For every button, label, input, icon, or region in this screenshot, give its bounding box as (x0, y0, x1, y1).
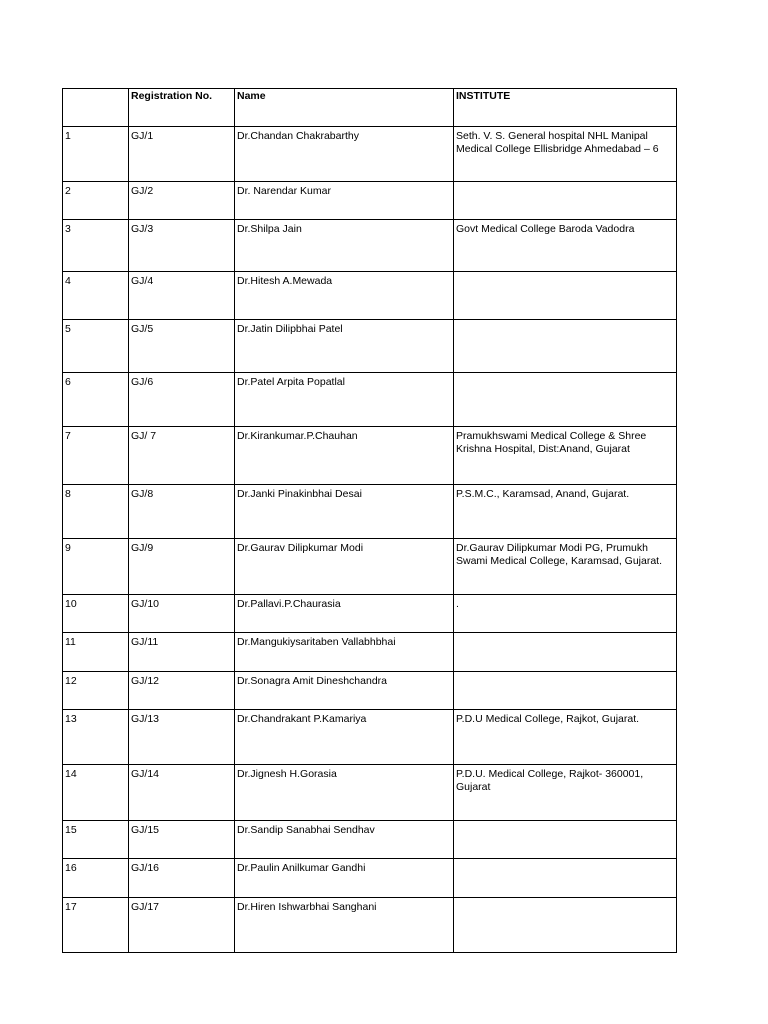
table-row (63, 220, 677, 272)
serial-number-cell: 13 (63, 710, 129, 765)
header-name: Name (235, 89, 454, 127)
serial-number-cell: 3 (63, 220, 129, 272)
registration-no-cell: GJ/15 (129, 821, 235, 859)
institute-cell: . (454, 595, 677, 633)
table-row (63, 633, 677, 672)
table-row (63, 272, 677, 320)
table-row (63, 539, 677, 595)
name-cell: Dr.Hiren Ishwarbhai Sanghani (235, 898, 454, 953)
institute-cell: Dr.Gaurav Dilipkumar Modi PG, Prumukh Swami Medical College, Karamsad, Gujarat. (454, 539, 677, 595)
serial-number-cell: 6 (63, 373, 129, 427)
name-cell: Dr. Narendar Kumar (235, 182, 454, 220)
name-cell: Dr.Chandan Chakrabarthy (235, 127, 454, 182)
name-cell: Dr.Kirankumar.P.Chauhan (235, 427, 454, 485)
registration-no-cell: GJ/ 7 (129, 427, 235, 485)
institute-cell (454, 633, 677, 672)
registration-no-cell: GJ/13 (129, 710, 235, 765)
institute-cell: Pramukhswami Medical College & Shree Krishna Hospital, Dist:Anand, Gujarat (454, 427, 677, 485)
serial-number-cell: 2 (63, 182, 129, 220)
serial-number-cell: 12 (63, 672, 129, 710)
serial-number-cell: 14 (63, 765, 129, 821)
name-cell: Dr.Paulin Anilkumar Gandhi (235, 859, 454, 898)
institute-cell (454, 182, 677, 220)
table-row (63, 859, 677, 898)
name-cell: Dr.Janki Pinakinbhai Desai (235, 485, 454, 539)
serial-number-cell: 7 (63, 427, 129, 485)
registration-no-cell: GJ/5 (129, 320, 235, 373)
institute-cell (454, 859, 677, 898)
registration-table (62, 88, 677, 953)
name-cell: Dr.Patel Arpita Popatlal (235, 373, 454, 427)
serial-number-cell: 4 (63, 272, 129, 320)
registration-no-cell: GJ/3 (129, 220, 235, 272)
name-cell: Dr.Jignesh H.Gorasia (235, 765, 454, 821)
serial-number-cell: 17 (63, 898, 129, 953)
table-row (63, 672, 677, 710)
table-row (63, 320, 677, 373)
table-row (63, 127, 677, 182)
name-cell: Dr.Sandip Sanabhai Sendhav (235, 821, 454, 859)
institute-cell (454, 898, 677, 953)
institute-cell: P.D.U Medical College, Rajkot, Gujarat. (454, 710, 677, 765)
table-row (63, 710, 677, 765)
registration-no-cell: GJ/1 (129, 127, 235, 182)
table-row (63, 485, 677, 539)
table-row (63, 821, 677, 859)
registration-no-cell: GJ/12 (129, 672, 235, 710)
serial-number-cell: 16 (63, 859, 129, 898)
name-cell: Dr.Hitesh A.Mewada (235, 272, 454, 320)
name-cell: Dr.Chandrakant P.Kamariya (235, 710, 454, 765)
registration-no-cell: GJ/4 (129, 272, 235, 320)
header-serial (63, 89, 129, 127)
table-row (63, 765, 677, 821)
name-cell: Dr.Pallavi.P.Chaurasia (235, 595, 454, 633)
table-row (63, 595, 677, 633)
table-row (63, 427, 677, 485)
serial-number-cell: 15 (63, 821, 129, 859)
table-header-row (63, 89, 677, 127)
name-cell: Dr.Sonagra Amit Dineshchandra (235, 672, 454, 710)
name-cell: Dr.Shilpa Jain (235, 220, 454, 272)
institute-cell (454, 821, 677, 859)
name-cell: Dr.Gaurav Dilipkumar Modi (235, 539, 454, 595)
registration-no-cell: GJ/2 (129, 182, 235, 220)
name-cell: Dr.Mangukiysaritaben Vallabhbhai (235, 633, 454, 672)
serial-number-cell: 1 (63, 127, 129, 182)
name-cell: Dr.Jatin Dilipbhai Patel (235, 320, 454, 373)
registration-no-cell: GJ/6 (129, 373, 235, 427)
table-row (63, 898, 677, 953)
registration-no-cell: GJ/8 (129, 485, 235, 539)
header-institute: INSTITUTE (454, 89, 677, 127)
institute-cell: Seth. V. S. General hospital NHL Manipal Medical College Ellisbridge Ahmedabad – 6 (454, 127, 677, 182)
institute-cell: P.D.U. Medical College, Rajkot- 360001, Gujarat (454, 765, 677, 821)
institute-cell: P.S.M.C., Karamsad, Anand, Gujarat. (454, 485, 677, 539)
institute-cell: Govt Medical College Baroda Vadodra (454, 220, 677, 272)
registration-no-cell: GJ/9 (129, 539, 235, 595)
header-registration-no: Registration No. (129, 89, 235, 127)
serial-number-cell: 5 (63, 320, 129, 373)
table-row (63, 373, 677, 427)
serial-number-cell: 8 (63, 485, 129, 539)
registration-no-cell: GJ/14 (129, 765, 235, 821)
serial-number-cell: 10 (63, 595, 129, 633)
serial-number-cell: 11 (63, 633, 129, 672)
registration-no-cell: GJ/17 (129, 898, 235, 953)
institute-cell (454, 672, 677, 710)
institute-cell (454, 320, 677, 373)
table-body (63, 127, 677, 953)
institute-cell (454, 373, 677, 427)
table-row (63, 182, 677, 220)
registration-no-cell: GJ/11 (129, 633, 235, 672)
serial-number-cell: 9 (63, 539, 129, 595)
institute-cell (454, 272, 677, 320)
registration-no-cell: GJ/10 (129, 595, 235, 633)
registration-no-cell: GJ/16 (129, 859, 235, 898)
